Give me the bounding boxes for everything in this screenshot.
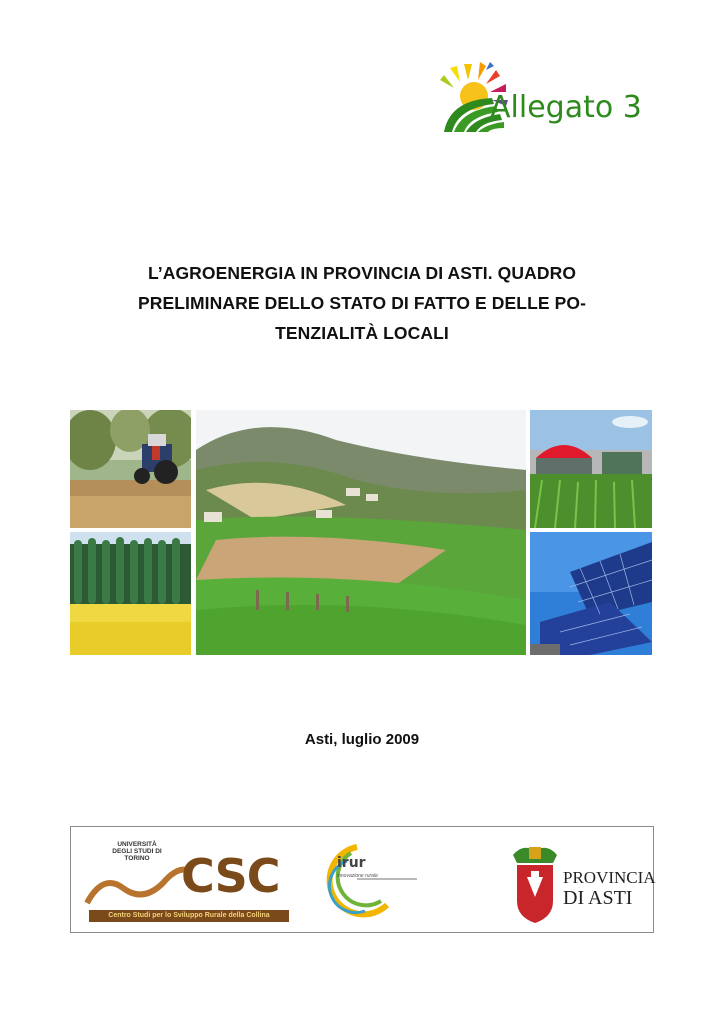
title-line-3: TENZIALITÀ LOCALI xyxy=(275,323,449,343)
csc-swoosh-icon xyxy=(83,843,193,913)
irur-logo-text: irur xyxy=(337,855,366,871)
photo-solar-panels xyxy=(530,532,652,655)
place-date: Asti, luglio 2009 xyxy=(304,731,420,748)
title-line-1: L’AGROENERGIA IN PROVINCIA DI ASTI. QUADRO xyxy=(147,263,577,283)
photo-poplar-rapeseed xyxy=(70,532,191,655)
csc-logo-text: CSC xyxy=(181,849,280,903)
di-asti-label: DI ASTI xyxy=(563,887,633,909)
allegato-label: Allegato 3 xyxy=(490,90,642,125)
photo-biogas-plant xyxy=(530,410,652,528)
irur-subtitle: innovazione rurale xyxy=(337,873,378,879)
asti-crest-icon xyxy=(509,841,561,925)
csc-banner: Centro Studi per lo Sviluppo Rurale della Collina xyxy=(89,910,289,922)
unito-logo-text: UNIVERSITÀ DEGLI STUDI DI TORINO xyxy=(112,841,162,862)
photo-tractor-olive-grove xyxy=(70,410,191,528)
provincia-label: PROVINCIA xyxy=(563,868,656,887)
photo-hill-landscape xyxy=(196,410,526,655)
document-title xyxy=(90,258,634,348)
title-line-2: PRELIMINARE DELLO STATO DI FATTO E DELLE PO- xyxy=(137,293,587,313)
irur-ring-icon xyxy=(317,839,417,924)
allegato-logo xyxy=(440,60,660,140)
partner-logos-box xyxy=(70,826,654,933)
